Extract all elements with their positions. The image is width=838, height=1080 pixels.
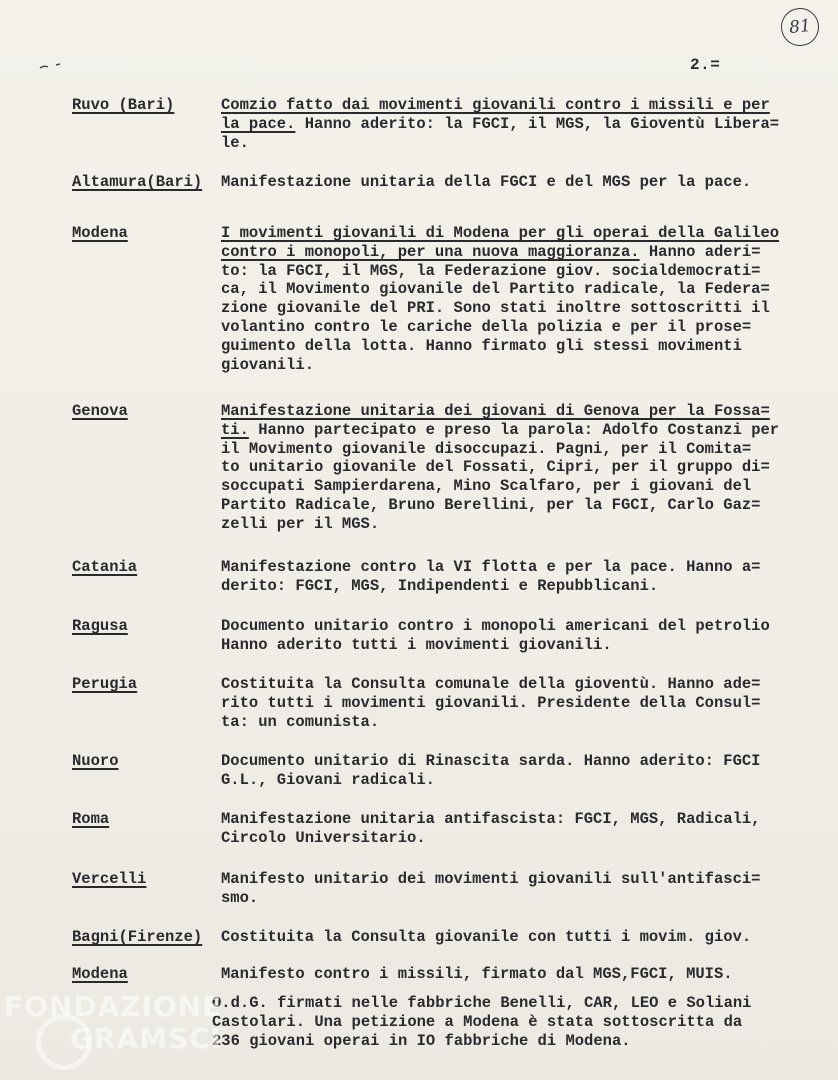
entry-text: Costituita la Consulta comunale della gioventù. Hanno ade= rito tutti i movimenti giovanili. Presidente della Consul= ta: un comunista. <box>221 675 761 731</box>
entry-location: Altamura(Bari) <box>72 173 203 191</box>
entry-text: Manifesto unitario dei movimenti giovanili sull'antifasci= smo. <box>221 870 761 907</box>
watermark-logo-circle <box>36 1014 92 1070</box>
entry-text: Documento unitario contro i monopoli americani del petrolio Hanno aderito tutti i movimenti giovanili. <box>221 617 770 654</box>
entry-location: Vercelli <box>72 870 147 888</box>
entry-text: Manifestazione unitaria antifascista: FGCI, MGS, Radicali, Circolo Universitario. <box>221 810 761 847</box>
entry-text: Hanno partecipato e preso la parola: Adolfo Costanzi per il Movimento giovanile disoccupazi. Pagni, per il Comita= to unitario giovanile del Fossati, Cipri, per il gruppo di= soccupati Sampierdarena, Mino Scalfaro, per i giovani del Partito Radicale, Bruno Berellini, per la FGCI, Carlo Gaz= zelli per il MGS. <box>221 420 780 533</box>
entry-location: Ragusa <box>72 617 128 635</box>
entry-location: Ruvo (Bari) <box>72 96 175 114</box>
entry-text: Hanno aderi= to: la FGCI, il MGS, la Federazione giov. socialdemocrati= ca, il Movimento giovanile del Partito radicale, la Federa= zione giovanile del PRI. Sono stati inoltre sottoscritti il volantino contro le cariche della polizia e per il prose= guimento della lotta. Hanno firmato gli stessi movimenti giovanili. <box>221 242 770 374</box>
pen-mark <box>38 62 64 70</box>
entry-location: Modena <box>72 224 128 242</box>
entry-text: Costituita la Consulta giovanile con tutti i movim. giov. <box>221 928 752 946</box>
entry-description <box>221 558 811 596</box>
entry-description <box>221 752 811 790</box>
entry-text: Documento unitario di Rinascita sarda. Hanno aderito: FGCI G.L., Giovani radicali. <box>221 752 761 789</box>
entry-description <box>221 173 811 192</box>
entry-location: Perugia <box>72 675 138 693</box>
entry-description <box>221 224 811 374</box>
entry-underlined-title: Manifestazione unitaria dei giovani di Genova per la Fossa= ti. <box>221 402 770 439</box>
entry-underlined-title: Comzio fatto dai movimenti giovanili contro i missili e per la pace. <box>221 96 770 133</box>
entry-description <box>221 810 811 848</box>
entry-description <box>221 675 811 731</box>
closing-paragraph: O.d.G. firmati nelle fabbriche Benelli, CAR, LEO e Soliani Castolari. Una petizione a Modena è stata sottoscritta da 236 giovani operai in IO fabbriche di Modena. <box>212 994 752 1050</box>
entry-location: Roma <box>72 810 110 828</box>
entry-description <box>221 870 811 908</box>
entry-description <box>221 617 811 655</box>
archive-watermark <box>4 984 223 1076</box>
archive-number-stamp: 81 <box>779 6 821 48</box>
entry-location: Nuoro <box>72 752 119 770</box>
entry-text: Manifesto contro i missili, firmato dal MGS,FGCI, MUIS. <box>221 965 733 983</box>
entry-text: Manifestazione contro la VI flotta e per la pace. Hanno a= derito: FGCI, MGS, Indipendenti e Repubblicani. <box>221 558 761 595</box>
entry-location: Modena <box>72 965 128 983</box>
entry-description <box>221 96 811 152</box>
entry-text: Hanno aderito: la FGCI, il MGS, la Gioventù Libera= le. <box>221 114 780 152</box>
entry-underlined-title: I movimenti giovanili di Modena per gli operai della Galileo contro i monopoli, per una nuova maggioranza. <box>221 224 780 261</box>
watermark-line2: GRAMSCI <box>70 1022 223 1055</box>
entry-location: Genova <box>72 402 128 420</box>
entry-text: Manifestazione unitaria della FGCI e del MGS per la pace. <box>221 173 752 191</box>
watermark-line1: FONDAZIONE <box>4 990 223 1023</box>
entry-description <box>221 402 811 534</box>
page-number: 2.= <box>690 56 721 74</box>
entry-location: Bagni(Firenze) <box>72 928 203 946</box>
entry-description <box>221 928 811 947</box>
entry-description <box>221 965 811 984</box>
entry-location: Catania <box>72 558 138 576</box>
